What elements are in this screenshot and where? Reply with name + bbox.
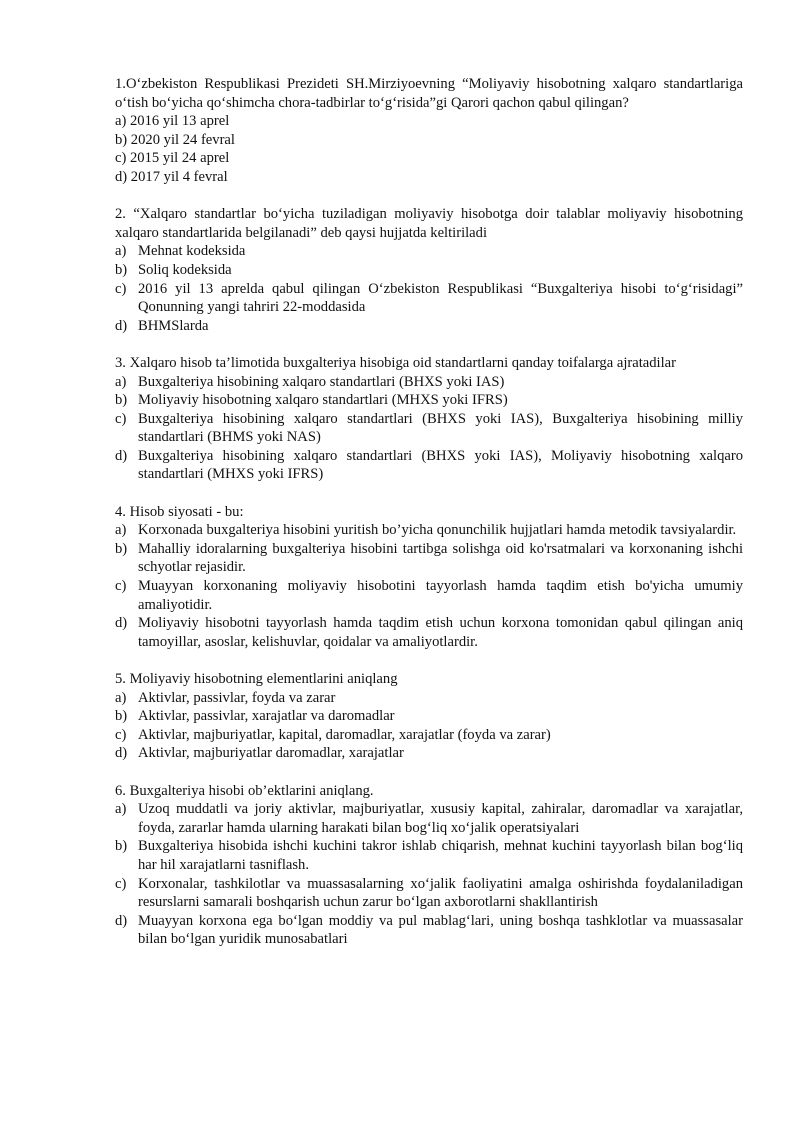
option-text: Mahalliy idoralarning buxgalteriya hisobini tartibga solishga oid ko'rsatmalari va korxonaning ishchi schyotlar rejasidir. bbox=[138, 540, 743, 576]
answer-option: b) 2020 yil 24 fevral bbox=[115, 131, 235, 148]
answer-option bbox=[115, 521, 743, 540]
answer-options bbox=[115, 689, 743, 763]
question-text: 5. Moliyaviy hisobotning elementlarini aniqlang bbox=[115, 671, 398, 687]
option-text: Buxgalteriya hisobining xalqaro standartlari (BHXS yoki IAS), Buxgalteriya hisobining milliy standartlari (BHMS yoki NAS) bbox=[138, 410, 743, 446]
answer-option bbox=[115, 837, 743, 874]
option-text: Muayyan korxona ega bo‘lgan moddiy va pul mablag‘lari, uning boshqa tashklotlar va muassasalar bilan bo‘lgan yuridik munosabatlari bbox=[138, 912, 743, 948]
option-text: Mehnat kodeksida bbox=[138, 243, 246, 260]
question-text: 3. Xalqaro hisob ta’limotida buxgalteriya hisobiga oid standartlarni qanday toifalarga ajratadilar bbox=[115, 354, 677, 371]
answer-option bbox=[115, 689, 743, 708]
question-text: 6. Buxgalteriya hisobi ob’ektlarini aniqlang. bbox=[115, 782, 374, 799]
option-letter: a) bbox=[115, 801, 127, 818]
answer-option bbox=[115, 447, 743, 484]
question-2 bbox=[115, 205, 743, 335]
option-letter: d) bbox=[115, 912, 128, 929]
option-letter: c) bbox=[115, 410, 127, 427]
answer-option bbox=[115, 707, 743, 726]
option-letter: c) bbox=[115, 875, 127, 892]
option-text: Uzoq muddatli va joriy aktivlar, majburiyatlar, xususiy kapital, zahiralar, daromadlar va xarajatlar, foyda, zararlar hamda ularning harakati bilan bog‘liq xo‘jalik operatsiyalari bbox=[138, 801, 743, 836]
answer-option bbox=[115, 875, 743, 912]
option-text: Buxgalteriya hisobining xalqaro standartlari (BHXS yoki IAS) bbox=[138, 373, 505, 390]
answer-option bbox=[115, 391, 743, 410]
answer-options bbox=[115, 521, 743, 651]
option-letter: b) bbox=[115, 392, 128, 409]
answer-option bbox=[115, 800, 743, 837]
option-letter: b) bbox=[115, 540, 128, 557]
answer-option bbox=[115, 410, 743, 447]
option-text: Aktivlar, passivlar, xarajatlar va daromadlar bbox=[138, 708, 395, 725]
option-letter: b) bbox=[115, 838, 128, 855]
option-letter: c) bbox=[115, 578, 127, 595]
answer-options bbox=[115, 373, 743, 485]
answer-options bbox=[115, 800, 743, 949]
option-letter: d) bbox=[115, 745, 128, 762]
option-text: Moliyaviy hisobotning xalqaro standartlari (MHXS yoki IFRS) bbox=[138, 392, 508, 409]
answer-option bbox=[115, 726, 743, 745]
option-letter: b) bbox=[115, 708, 128, 725]
answer-option bbox=[115, 280, 743, 317]
option-text: BHMSlarda bbox=[138, 317, 209, 334]
option-text: Korxonalar, tashkilotlar va muassasalarning xo‘jalik faoliyatini amalga oshirishda foydalaniladigan resurslarni samarali boshqarish uchun zarur bo‘lgan axborotlarni shakllantirish bbox=[138, 875, 743, 911]
answer-option bbox=[115, 614, 743, 651]
option-text: Moliyaviy hisobotni tayyorlash hamda taqdim etish uchun korxona tomonidan qabul qilingan aniq tamoyillar, asoslar, kelishuvlar, qoidalar va amaliyotlardir. bbox=[138, 615, 743, 650]
answer-option bbox=[115, 577, 743, 614]
option-letter: a) bbox=[115, 243, 127, 260]
answer-options bbox=[115, 242, 743, 335]
answer-option bbox=[115, 242, 743, 261]
answer-option bbox=[115, 912, 743, 949]
question-6 bbox=[115, 782, 743, 949]
option-text: Buxgalteriya hisobining xalqaro standartlari (BHXS yoki IAS), Moliyaviy hisobotning xalqaro standartlari (MHXS yoki IFRS) bbox=[138, 447, 743, 483]
question-3 bbox=[115, 354, 743, 484]
answer-option bbox=[115, 261, 743, 280]
option-letter: b) bbox=[115, 261, 128, 278]
option-text: Korxonada buxgalteriya hisobini yuritish bo’yicha qonunchilik hujjatlari hamda metodik tavsiyalardir. bbox=[138, 522, 737, 539]
option-letter: c) bbox=[115, 726, 127, 743]
option-letter: d) bbox=[115, 615, 128, 632]
question-text: 1.O‘zbekiston Respublikasi Prezideti SH.Mirziyoevning “Moliyaviy hisobotning xalqaro standartlariga o‘tish bo‘yicha qo‘shimcha chora-tadbirlar to‘g‘risida”gi Qarori qachon qabul qilingan? bbox=[115, 76, 743, 111]
answer-option bbox=[115, 540, 743, 577]
answer-option: a) 2016 yil 13 aprel bbox=[115, 113, 230, 130]
question-text: 4. Hisob siyosati - bu: bbox=[115, 503, 244, 520]
option-text: 2016 yil 13 aprelda qabul qilingan O‘zbekiston Respublikasi “Buxgalteriya hisobi to‘g‘risidagi” Qonunning yangi tahriri 22-moddasida bbox=[138, 280, 743, 316]
option-text: Aktivlar, majburiyatlar, kapital, daromadlar, xarajatlar (foyda va zarar) bbox=[138, 726, 551, 743]
option-letter: a) bbox=[115, 522, 127, 539]
question-1 bbox=[115, 75, 743, 187]
option-text: Aktivlar, majburiyatlar daromadlar, xarajatlar bbox=[138, 745, 404, 762]
answer-option: d) 2017 yil 4 fevral bbox=[115, 168, 228, 185]
option-letter: d) bbox=[115, 447, 128, 464]
document-page bbox=[115, 75, 743, 968]
option-letter: a) bbox=[115, 373, 127, 390]
question-4 bbox=[115, 503, 743, 652]
answer-option: c) 2015 yil 24 aprel bbox=[115, 150, 230, 167]
question-text: 2. “Xalqaro standartlar bo‘yicha tuziladigan moliyaviy hisobotga doir talablar moliyaviy hisobotning xalqaro standartlarida belgilanadi” deb qaysi hujjatda keltiriladi bbox=[115, 206, 743, 241]
option-text: Muayyan korxonaning moliyaviy hisobotini tayyorlash hamda taqdim etish bo'yicha umumiy amaliyotidir. bbox=[138, 578, 743, 613]
option-letter: c) bbox=[115, 280, 127, 297]
option-text: Buxgalteriya hisobida ishchi kuchini takror ishlab chiqarish, mehnat kuchini tayyorlash bilan bog‘liq har hil xarajatlarni tasniflash. bbox=[138, 838, 743, 873]
option-text: Soliq kodeksida bbox=[138, 261, 232, 278]
question-5 bbox=[115, 670, 743, 763]
option-letter: a) bbox=[115, 689, 127, 706]
option-text: Aktivlar, passivlar, foyda va zarar bbox=[138, 689, 336, 706]
option-letter: d) bbox=[115, 317, 128, 334]
answer-option bbox=[115, 317, 743, 336]
answer-option bbox=[115, 744, 743, 763]
answer-option bbox=[115, 373, 743, 392]
